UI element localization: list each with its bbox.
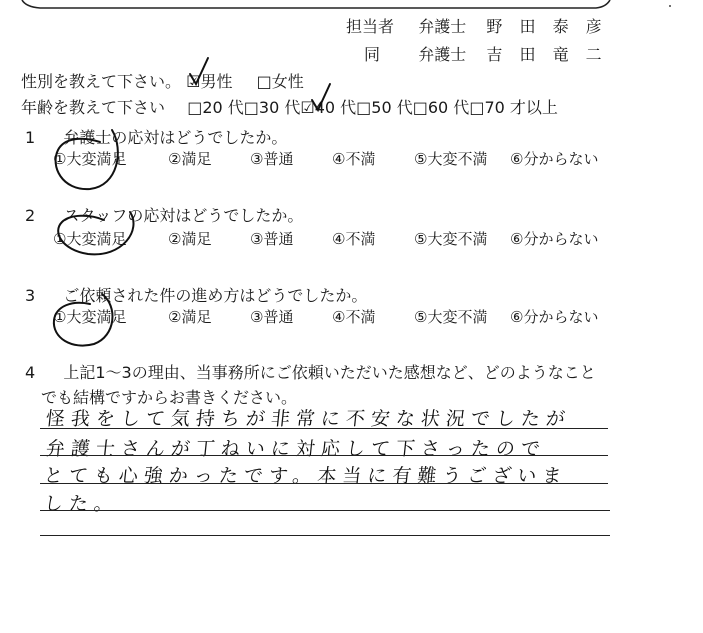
option-very-satisfied[interactable]: ①大変満足 <box>53 150 127 168</box>
gender-male-label: 男性 <box>200 72 233 91</box>
question-number: 3 <box>25 286 36 305</box>
option-very-dissatisfied[interactable]: ⑤大変不満 <box>414 230 488 248</box>
question-4-line-2: でも結構ですからお書きください。 <box>41 388 298 407</box>
question-number: 2 <box>25 206 36 225</box>
lawyer-name: 吉 田 竜 二 <box>486 45 608 64</box>
question-text: スタッフの応対はどうでしたか。 <box>63 206 304 225</box>
age-60-checkbox[interactable]: □ <box>412 98 428 117</box>
title-label: 弁護士 <box>418 45 467 64</box>
gender-female-checkbox[interactable]: □ <box>256 72 272 91</box>
question-text: 弁護士の応対はどうでしたか。 <box>63 128 288 147</box>
age-50-label: 50 代 <box>371 98 413 117</box>
question-number: 4 <box>25 363 36 382</box>
role-label: 担当者 <box>346 17 395 36</box>
selection-circle-q2 <box>58 212 133 254</box>
answer-line-3: とても心強かったです。本当に有難うございま <box>42 465 569 487</box>
age-30-checkbox[interactable]: □ <box>243 98 259 117</box>
option-very-dissatisfied[interactable]: ⑤大変不満 <box>414 308 488 326</box>
option-dissatisfied[interactable]: ④不満 <box>332 308 376 326</box>
gender-female-label: 女性 <box>271 72 304 91</box>
gender-check-mark <box>190 58 208 84</box>
age-20-label: 20 代 <box>202 98 244 117</box>
option-dissatisfied[interactable]: ④不満 <box>332 150 376 168</box>
option-dont-know[interactable]: ⑥分からない <box>510 230 599 248</box>
question-number: 1 <box>25 128 36 147</box>
selection-circle-q3 <box>54 294 113 346</box>
question-text: ご依頼された件の進め方はどうでしたか。 <box>63 286 368 305</box>
age-prompt: 年齢を教えて下さい <box>21 98 166 117</box>
option-dont-know[interactable]: ⑥分からない <box>510 308 599 326</box>
option-neutral[interactable]: ③普通 <box>250 230 294 248</box>
age-60-label: 60 代 <box>427 98 470 117</box>
answer-line-2: 弁護士さんが丁ねいに対応して下さったので <box>44 438 548 460</box>
role-label: 同 <box>364 45 381 64</box>
option-satisfied[interactable]: ②満足 <box>168 230 212 248</box>
option-neutral[interactable]: ③普通 <box>250 308 294 326</box>
title-label: 弁護士 <box>418 17 467 36</box>
age-70-checkbox[interactable]: □ <box>469 98 485 117</box>
option-satisfied[interactable]: ②満足 <box>168 308 212 326</box>
gender-prompt: 性別を教えて下さい。 <box>21 72 182 91</box>
option-very-satisfied[interactable]: ①大変満足 <box>53 308 127 326</box>
age-70-label: 70 才以上 <box>484 98 558 117</box>
option-dissatisfied[interactable]: ④不満 <box>332 230 376 248</box>
age-check-mark <box>312 84 330 110</box>
option-satisfied[interactable]: ②満足 <box>168 150 212 168</box>
age-30-label: 30 代 <box>258 98 301 117</box>
age-40-checkbox[interactable]: ☑ <box>300 98 315 117</box>
age-20-checkbox[interactable]: □ <box>187 98 203 117</box>
option-very-dissatisfied[interactable]: ⑤大変不満 <box>414 150 488 168</box>
answer-line-1: 怪我をして気持ちが非常に不安な状況でしたが <box>44 408 573 430</box>
question-text-line-1: 上記1～3の理由、当事務所にご依頼いただいた感想など、どのようなこと <box>63 363 596 382</box>
option-dont-know[interactable]: ⑥分からない <box>510 150 599 168</box>
selection-circle-q1 <box>56 130 118 189</box>
gender-male-checkbox[interactable]: ☑ <box>186 72 201 91</box>
lawyer-name: 野 田 泰 彦 <box>486 17 608 36</box>
option-neutral[interactable]: ③普通 <box>250 150 294 168</box>
option-very-satisfied[interactable]: ①大変満足 <box>53 230 127 248</box>
answer-line-4: した。 <box>42 493 121 515</box>
age-50-checkbox[interactable]: □ <box>356 98 372 117</box>
age-40-label: 40 代 <box>314 98 357 117</box>
